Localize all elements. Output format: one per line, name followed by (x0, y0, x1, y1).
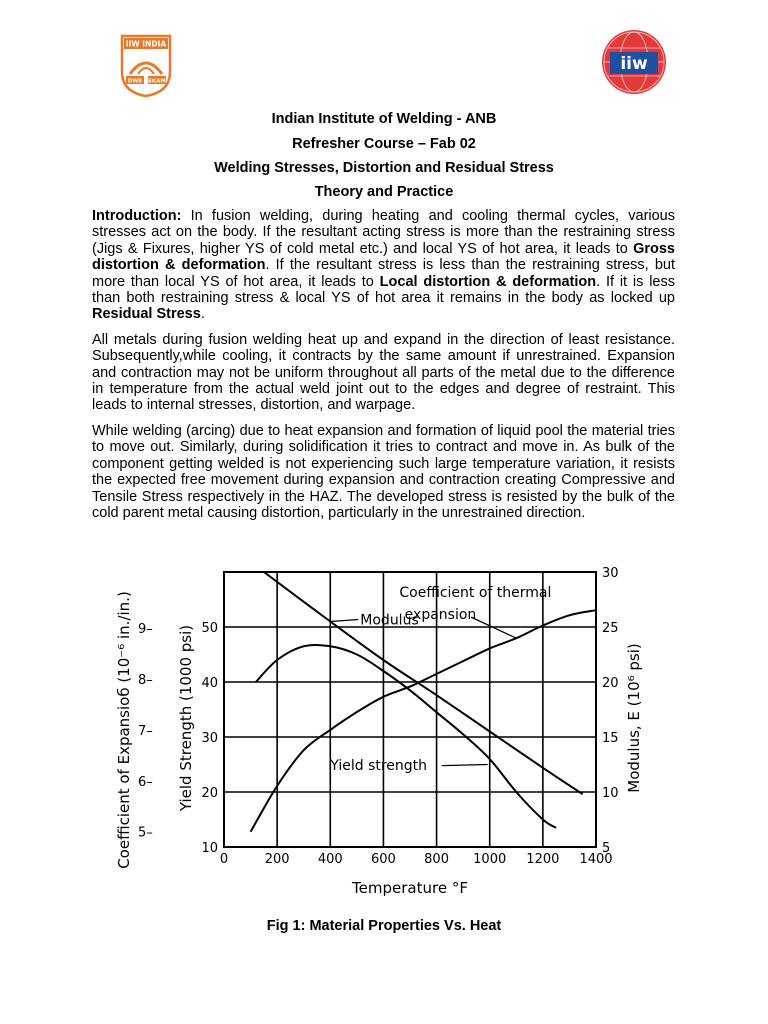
heading-course: Refresher Course – Fab 02 (292, 136, 476, 152)
series-line-coefficient-of-thermal-expansion (251, 610, 596, 832)
body-text (92, 208, 675, 530)
yield-tick-label: 40 (201, 676, 218, 691)
material-properties-chart (110, 560, 650, 900)
annotation-yield-strength: Yield strength (330, 758, 428, 774)
heading-topic: Welding Stresses, Distortion and Residual Stress (214, 160, 554, 176)
y-axis-label-modulus: Modulus, E (10⁶ psi) (625, 643, 643, 793)
paragraph-arcing: While welding (arcing) due to heat expansion and formation of liquid pool the material tries to move out. Similarly, during solidification it tries to contract and move in. As bulk of the component getting welded is not experiencing such large temperature variation, it resists the expected free movement during expansion and contraction creating Compressive and Tensile Stress respectively in the HAZ. The developed stress is resisted by the bulk of the cold parent metal causing distortion, particularly in the unrestrained direction. (92, 422, 675, 521)
yield-tick-label: 10 (201, 841, 218, 856)
x-tick-label: 200 (264, 852, 290, 867)
intro-text-4: . (200, 306, 205, 323)
yield-tick-label: 50 (201, 621, 218, 636)
iiw-globe-logo (600, 28, 668, 96)
modulus-tick-label: 10 (602, 786, 619, 801)
expansion-tick-label: 5– (138, 825, 153, 841)
logo-left-ekam: EKAM (148, 78, 166, 85)
intro-paragraph (92, 208, 675, 323)
y-axis-label-expansion: Coefficient of Expansioб (10⁻⁶ in./in.) (115, 591, 133, 869)
intro-label: Introduction: (92, 208, 182, 224)
intro-bold-residual: Residual Stress (92, 306, 201, 323)
heading-institute: Indian Institute of Welding - ANB (271, 111, 497, 127)
x-tick-label: 0 (219, 852, 229, 867)
modulus-tick-label: 5 (602, 841, 611, 856)
y-axis-label-yield: Yield Strength (1000 psi) (177, 624, 195, 812)
annotation-cte-line1: Coefficient of thermal (399, 584, 552, 601)
intro-text-1: In fusion welding, during heating and cooling thermal cycles, various stresses act on the body. If the resultant acting stress is more than the restraining stress (Jigs & Fixures, higher YS of cold metal etc.) and local YS of hot area, it leads to (92, 208, 675, 257)
iiw-india-logo (120, 34, 172, 98)
intro-bold-local: Local distortion & deformation (379, 273, 597, 290)
x-axis-label: Temperature °F (352, 879, 468, 897)
modulus-tick-label: 30 (602, 566, 619, 581)
annotation-cte-line2: expansion (404, 606, 477, 623)
expansion-tick-label: 9– (138, 622, 153, 638)
logo-left-dwe: DWE (127, 78, 143, 85)
x-tick-label: 400 (317, 852, 343, 867)
x-tick-label: 1400 (579, 852, 613, 867)
x-tick-label: 800 (424, 852, 449, 867)
x-tick-label: 600 (371, 852, 396, 867)
expansion-tick-label: 7– (138, 723, 153, 739)
annotation-modulus: Modulus (360, 612, 419, 629)
intro-text-3: . If it is less than both restraining stress & local YS of hot area it remains in the body as locked up (92, 273, 675, 307)
y-tick-labels (138, 566, 619, 856)
x-tick-label: 1200 (526, 852, 560, 867)
logo-right-text: iiw (620, 54, 648, 74)
figure-caption: Fig 1: Material Properties Vs. Heat (266, 918, 502, 934)
expansion-tick-label: 6– (138, 774, 153, 790)
annotation-leader-yield (442, 765, 488, 766)
yield-tick-label: 20 (201, 786, 218, 801)
intro-text-2: . If the resultant stress is less than the restraining stress, but more than local YS of hot area, it leads to (92, 257, 675, 290)
x-tick-label: 1000 (473, 852, 507, 867)
heading-subtitle: Theory and Practice (314, 184, 454, 200)
logo-left-title: IIW INDIA (125, 39, 167, 49)
modulus-tick-label: 20 (602, 676, 619, 691)
expansion-tick-label: 8– (138, 672, 153, 688)
intro-bold-gross: Gross distortion & deformation (92, 240, 675, 274)
modulus-tick-label: 15 (602, 731, 619, 746)
modulus-tick-label: 25 (602, 621, 619, 636)
chart-annotations (329, 585, 551, 774)
annotation-leader-modulus (330, 620, 358, 622)
paragraph-expansion: All metals during fusion welding heat up and expand in the direction of least resistance. Subsequently,while cooling, it contracts by the same amount if unrestrained. Expansion and contraction may not be uniform throughout all parts of the metal due to the difference in temperature from the actual weld joint out to the edges and degree of restraint. This leads to internal stresses, distortion, and warpage. (92, 331, 675, 414)
x-tick-labels (220, 852, 613, 867)
yield-tick-label: 30 (201, 731, 218, 746)
